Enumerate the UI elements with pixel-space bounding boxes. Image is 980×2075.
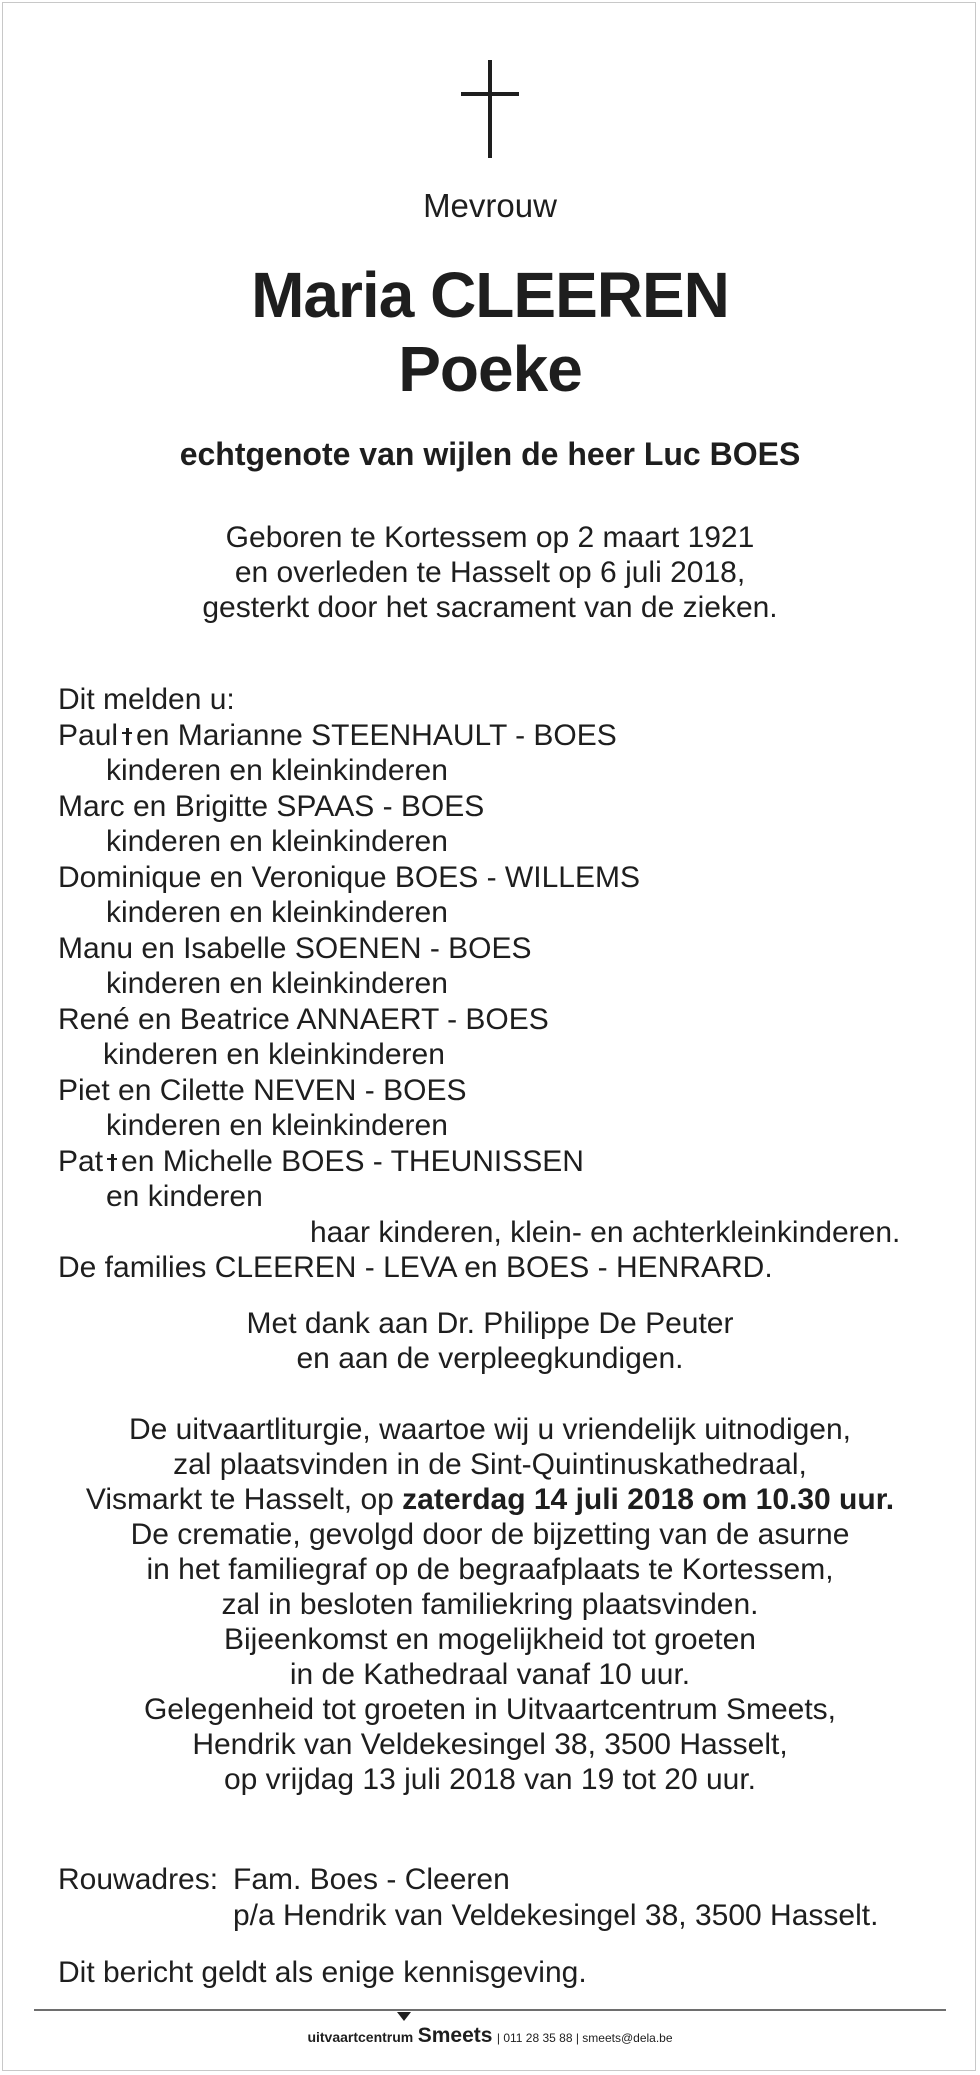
service-section (0, 1412, 980, 1797)
service-line: zal in besloten familiekring plaatsvinden. (221, 1588, 759, 1621)
list-item: Marc en Brigitte SPAAS - BOES (58, 789, 485, 823)
birth-death-info (0, 520, 980, 625)
list-item: Piet en Cilette NEVEN - BOES (58, 1073, 467, 1107)
service-line: Hendrik van Veldekesingel 38, 3500 Hasselt, (192, 1728, 788, 1761)
service-line: zal plaatsvinden in de Sint-Quintinuskathedraal, (173, 1448, 807, 1481)
notice-text: Dit bericht geldt als enige kennisgeving. (58, 1956, 587, 1989)
salutation: Mevrouw (423, 187, 557, 224)
sacrament-line: gesterkt door het sacrament van de zieken. (202, 591, 778, 624)
footer (0, 2024, 980, 2048)
address-line-1: Fam. Boes - Cleeren (233, 1863, 510, 1896)
list-subitem: en kinderen (106, 1180, 263, 1213)
list-item: Manu en Isabelle SOENEN - BOES (58, 931, 532, 965)
thanks-line: en aan de verpleegkundigen. (296, 1342, 684, 1375)
list-subitem: kinderen en kleinkinderen (106, 896, 448, 929)
deceased-name (0, 258, 980, 406)
service-line: De uitvaartliturgie, waartoe wij u vriendelijk uitnodigen, (128, 1413, 852, 1446)
list-item: Paul en Marianne STEENHAULT - BOES (58, 718, 617, 752)
footer-divider (34, 2009, 946, 2011)
service-line: Bijeenkomst en mogelijkheid tot groeten (224, 1623, 756, 1656)
list-subitem: haar kinderen, klein- en achterkleinkinderen. (310, 1215, 901, 1249)
list-item: René en Beatrice ANNAERT - BOES (58, 1002, 549, 1036)
list-subitem: kinderen en kleinkinderen (106, 967, 448, 1000)
list-item: Pat en Michelle BOES - THEUNISSEN (58, 1144, 584, 1178)
service-line: De crematie, gevolgd door de bijzetting van de asurne (130, 1518, 850, 1551)
service-line: Vismarkt te Hasselt, op zaterdag 14 juli 2018 om 10.30 uur. (85, 1483, 895, 1516)
service-line: in de Kathedraal vanaf 10 uur. (289, 1658, 691, 1691)
list-subitem: kinderen en kleinkinderen (106, 1109, 448, 1142)
service-line: in het familiegraf op de begraafplaats te Kortessem, (146, 1553, 834, 1586)
list-item: Dominique en Veronique BOES - WILLEMS (58, 860, 640, 894)
cross-icon (461, 60, 519, 158)
family-list (58, 682, 900, 1286)
name-line-2: Poeke (398, 333, 582, 405)
list-subitem: kinderen en kleinkinderen (106, 754, 448, 787)
brand-large: Smeets (417, 2024, 493, 2047)
service-line: op vrijdag 13 juli 2018 van 19 tot 20 uur. (223, 1763, 757, 1796)
small-cross-icon (107, 1154, 117, 1171)
service-line: Gelegenheid tot groeten in Uitvaartcentrum Smeets, (143, 1693, 837, 1726)
list-subitem: kinderen en kleinkinderen (106, 825, 448, 858)
thanks-section (0, 1306, 980, 1376)
spouse-line: echtgenote van wijlen de heer Luc BOES (179, 436, 801, 472)
thanks-line: Met dank aan Dr. Philippe De Peuter (246, 1307, 734, 1340)
death-line: en overleden te Hasselt op 6 juli 2018, (234, 556, 746, 589)
list-intro: Dit melden u: (58, 683, 235, 716)
birth-line: Geboren te Kortessem op 2 maart 1921 (225, 521, 755, 554)
list-subitem: kinderen en kleinkinderen (103, 1038, 445, 1071)
footer-contact: | 011 28 35 88 | smeets@dela.be (496, 2031, 673, 2045)
service-date: zaterdag 14 juli 2018 om 10.30 uur. (402, 1483, 895, 1516)
name-line-1: Maria CLEEREN (251, 259, 729, 331)
list-item: De families CLEEREN - LEVA en BOES - HENRARD. (58, 1251, 773, 1284)
small-cross-icon (122, 728, 132, 745)
address-line-2: p/a Hendrik van Veldekesingel 38, 3500 Hasselt. (233, 1899, 879, 1932)
mourning-address (58, 1862, 878, 1934)
triangle-icon (397, 2012, 411, 2021)
address-label: Rouwadres: (58, 1863, 219, 1896)
brand-small: uitvaartcentrum (307, 2029, 414, 2045)
